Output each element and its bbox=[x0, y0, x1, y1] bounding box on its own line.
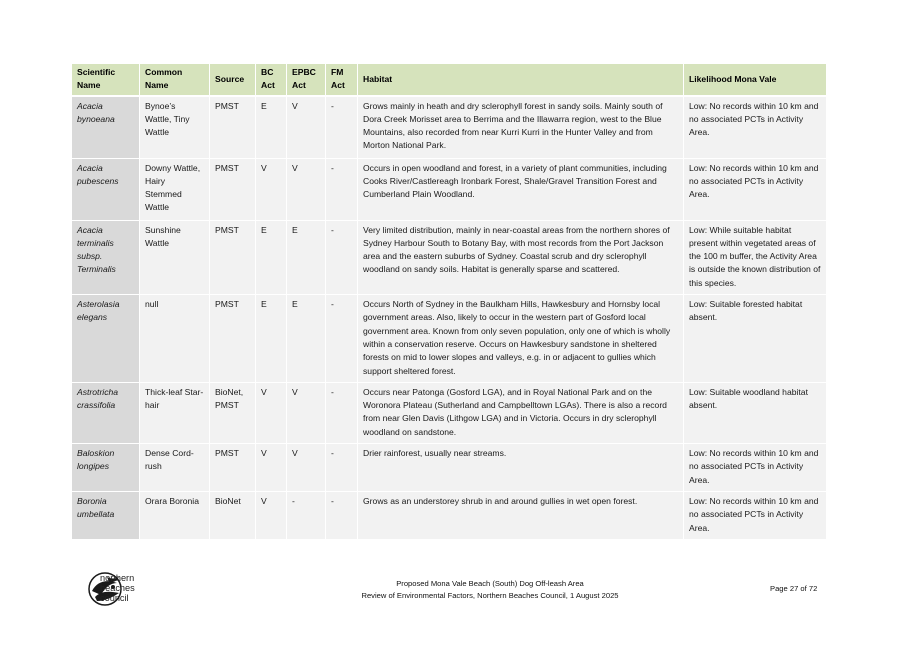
cell-scientific-name: Acacia bynoeana bbox=[72, 97, 139, 159]
cell-bc-act: V bbox=[256, 444, 286, 492]
cell-source: BioNet bbox=[210, 492, 255, 540]
cell-habitat: Very limited distribution, mainly in near-coastal areas from the northern shores of Sydney Harbour South to Botany Bay, with most records from the Port Jackson area and the eastern suburbs of Sydney. Coastal scrub and dry sclerophyll woodland on sandy soils. Habitat is generally sparse and scattered. bbox=[358, 221, 683, 295]
cell-epbc-act: V bbox=[287, 159, 325, 221]
cell-fm-act: - bbox=[326, 221, 357, 295]
footer-title-line1: Proposed Mona Vale Beach (South) Dog Off-leash Area bbox=[396, 579, 584, 588]
cell-epbc-act: V bbox=[287, 97, 325, 159]
cell-common-name: Thick-leaf Star-hair bbox=[140, 383, 209, 444]
cell-fm-act: - bbox=[326, 97, 357, 159]
cell-likelihood: Low: Suitable woodland habitat absent. bbox=[684, 383, 826, 444]
cell-fm-act: - bbox=[326, 383, 357, 444]
cell-scientific-name: Acacia pubescens bbox=[72, 159, 139, 221]
cell-habitat: Occurs North of Sydney in the Baulkham Hills, Hawkesbury and Hornsby local government areas. Also, likely to occur in the western part of Gosford local government area. Known from only seven population, only one of which is wholly within a conservation reserve. Occurs on Hawkesbury sandstone in sheltered forests on mid to lower slopes and valleys, e.g. in or adjacent to gullies which support sheltered forest. bbox=[358, 295, 683, 383]
header-common-name: Common Name bbox=[140, 64, 209, 97]
header-epbc-act: EPBC Act bbox=[287, 64, 325, 97]
cell-habitat: Drier rainforest, usually near streams. bbox=[358, 444, 683, 492]
header-source: Source bbox=[210, 64, 255, 97]
cell-likelihood: Low: Suitable forested habitat absent. bbox=[684, 295, 826, 383]
table-row bbox=[72, 383, 826, 444]
cell-epbc-act: V bbox=[287, 444, 325, 492]
cell-epbc-act: E bbox=[287, 221, 325, 295]
cell-common-name: Dense Cord-rush bbox=[140, 444, 209, 492]
cell-bc-act: E bbox=[256, 97, 286, 159]
cell-fm-act: - bbox=[326, 159, 357, 221]
cell-source: BioNet, PMST bbox=[210, 383, 255, 444]
cell-habitat: Grows mainly in heath and dry sclerophyll forest in sandy soils. Mainly south of Dora Creek Morisset area to Berrima and the Illawarra region, west to the Blue Mountains, also recorded from near Kurri Kurri in the Hunter Valley and from Morton National Park. bbox=[358, 97, 683, 159]
cell-likelihood: Low: While suitable habitat present within vegetated areas of the 100 m buffer, the Activity Area is outside the known distribution of this species. bbox=[684, 221, 826, 295]
cell-fm-act: - bbox=[326, 492, 357, 540]
cell-epbc-act: E bbox=[287, 295, 325, 383]
cell-likelihood: Low: No records within 10 km and no associated PCTs in Activity Area. bbox=[684, 444, 826, 492]
cell-bc-act: E bbox=[256, 221, 286, 295]
cell-source: PMST bbox=[210, 221, 255, 295]
footer-title-line2: Review of Environmental Factors, Northern Beaches Council, 1 August 2025 bbox=[361, 590, 619, 600]
cell-fm-act: - bbox=[326, 444, 357, 492]
page-number: Page 27 of 72 bbox=[770, 584, 818, 593]
species-table bbox=[71, 64, 827, 540]
cell-habitat: Occurs in open woodland and forest, in a variety of plant communities, including Cooks River/Castlereagh Ironbark Forest, Shale/Gravel Transition Forest and Cumberland Plain Woodland. bbox=[358, 159, 683, 221]
cell-source: PMST bbox=[210, 97, 255, 159]
cell-scientific-name: Baloskion longipes bbox=[72, 444, 139, 492]
footer-document-title bbox=[300, 578, 680, 601]
table-header-row bbox=[72, 64, 826, 97]
cell-likelihood: Low: No records within 10 km and no associated PCTs in Activity Area. bbox=[684, 159, 826, 221]
cell-source: PMST bbox=[210, 159, 255, 221]
species-table-container bbox=[71, 64, 826, 540]
cell-source: PMST bbox=[210, 444, 255, 492]
cell-epbc-act: V bbox=[287, 383, 325, 444]
cell-common-name: Downy Wattle, Hairy Stemmed Wattle bbox=[140, 159, 209, 221]
cell-bc-act: V bbox=[256, 383, 286, 444]
logo-text-line: northern bbox=[100, 573, 135, 583]
header-fm-act: FM Act bbox=[326, 64, 357, 97]
cell-habitat: Occurs near Patonga (Gosford LGA), and in Royal National Park and on the Woronora Plateau (Sutherland and Campbelltown LGAs). There is also a record from near Glen Davis (Lithgow LGA) and in Victoria. Occurs in dry sclerophyll woodland on sandstone. bbox=[358, 383, 683, 444]
cell-common-name: Sunshine Wattle bbox=[140, 221, 209, 295]
cell-epbc-act: - bbox=[287, 492, 325, 540]
cell-bc-act: V bbox=[256, 492, 286, 540]
table-row bbox=[72, 492, 826, 540]
logo-text-line: council bbox=[100, 593, 129, 603]
cell-scientific-name: Asterolasia elegans bbox=[72, 295, 139, 383]
cell-common-name: Orara Boronia bbox=[140, 492, 209, 540]
header-bc-act: BC Act bbox=[256, 64, 286, 97]
cell-scientific-name: Acacia terminalis subsp. Terminalis bbox=[72, 221, 139, 295]
cell-bc-act: V bbox=[256, 159, 286, 221]
cell-likelihood: Low: No records within 10 km and no associated PCTs in Activity Area. bbox=[684, 492, 826, 540]
cell-scientific-name: Boronia umbellata bbox=[72, 492, 139, 540]
council-logo-text bbox=[100, 573, 135, 603]
table-row bbox=[72, 444, 826, 492]
table-row bbox=[72, 159, 826, 221]
table-row bbox=[72, 295, 826, 383]
cell-common-name: null bbox=[140, 295, 209, 383]
cell-habitat: Grows as an understorey shrub in and around gullies in wet open forest. bbox=[358, 492, 683, 540]
table-row bbox=[72, 97, 826, 159]
cell-fm-act: - bbox=[326, 295, 357, 383]
header-habitat: Habitat bbox=[358, 64, 683, 97]
cell-common-name: Bynoe’s Wattle, Tiny Wattle bbox=[140, 97, 209, 159]
header-scientific-name: Scientific Name bbox=[72, 64, 139, 97]
header-likelihood: Likelihood Mona Vale bbox=[684, 64, 826, 97]
cell-scientific-name: Astrotricha crassifolia bbox=[72, 383, 139, 444]
cell-source: PMST bbox=[210, 295, 255, 383]
logo-text-line: beaches bbox=[100, 583, 135, 593]
cell-likelihood: Low: No records within 10 km and no associated PCTs in Activity Area. bbox=[684, 97, 826, 159]
cell-bc-act: E bbox=[256, 295, 286, 383]
table-row bbox=[72, 221, 826, 295]
